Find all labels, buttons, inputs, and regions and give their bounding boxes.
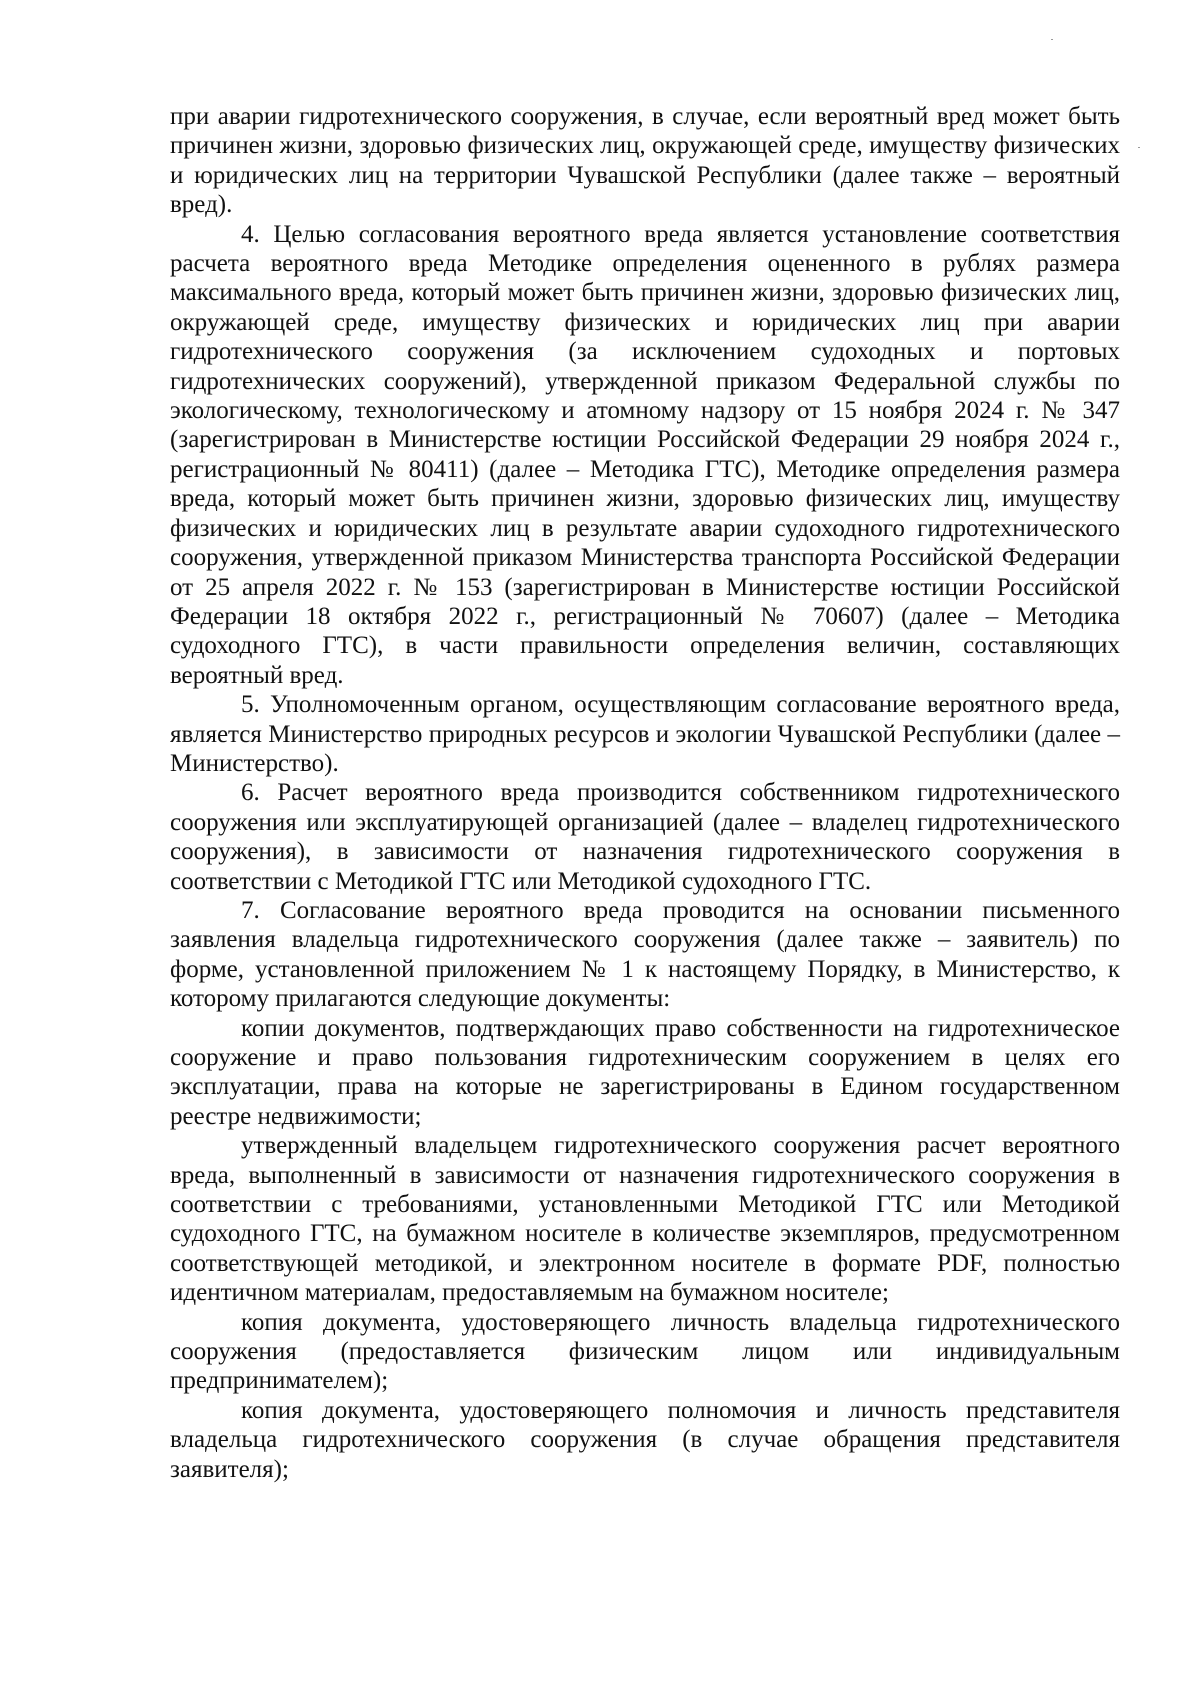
paragraph-item-6: 6. Расчет вероятного вреда производится собственником гидротехнического сооружения или эксплуатирующей организацией (далее – владелец гидротехнического сооружения), в зависимости от назначения гидротехнического сооружения в соответствии с Методикой ГТС или Методикой судоходного ГТС. bbox=[170, 779, 1120, 895]
paragraph-continuation: при аварии гидротехнического сооружения, в случае, если вероятный вред может быть причинен жизни, здоровью физических лиц, окружающей среде, имуществу физических и юридических лиц на территории Чувашской Республики (далее также – вероятный вред). bbox=[170, 103, 1120, 219]
scan-speck bbox=[1051, 39, 1053, 40]
list-item-damage-calculation: утвержденный владельцем гидротехнического сооружения расчет вероятного вреда, выполненный в зависимости от назначения гидротехнического сооружения в соответствии с требованиями, установленными Методикой ГТС или Методикой судоходного ГТС, на бумажном носителе в количестве экземпляров, предусмотренном соответствующей методикой, и электронном носителе в формате PDF, полностью идентичном материалам, предоставляемым на бумажном носителе; bbox=[170, 1132, 1120, 1307]
scan-speck bbox=[1138, 147, 1140, 148]
paragraph-item-7: 7. Согласование вероятного вреда проводится на основании письменного заявления владельца гидротехнического сооружения (далее также – заявитель) по форме, установленной приложением № 1 к настоящему Порядку, в Министерство, к которому прилагаются следующие документы: bbox=[170, 896, 1120, 1013]
list-item-ownership-documents: копии документов, подтверждающих право собственности на гидротехническое сооружение и право пользования гидротехническим сооружением в целях его эксплуатации, права на которые не зарегистрированы в Едином государственном реестре недвижимости; bbox=[170, 1014, 1120, 1130]
paragraph-item-4: 4. Целью согласования вероятного вреда является установление соответствия расчета вероятного вреда Методике определения оцененного в рублях размера максимального вреда, который может быть причинен жизни, здоровью физических лиц, окружающей среде, имуществу физических и юридических лиц при аварии гидротехнического сооружения (за исключением судоходных и портовых гидротехнических сооружений), утвержденной приказом Федеральной службы по экологическому, технологическому и атомному надзору от 15 ноября 2024 г. № 347 (зарегистрирован в Министерстве юстиции Российской Федерации 29 ноября 2024 г., регистрационный № 80411) (далее – Методика ГТС), Методике определения размера вреда, который может быть причинен жизни, здоровью физических лиц, имуществу физических и юридических лиц в результате аварии судоходного гидротехнического сооружения, утвержденной приказом Министерства транспорта Российской Федерации от 25 апреля 2022 г. № 153 (зарегистрирован в Министерстве юстиции Российской Федерации 18 октября 2022 г., регистрационный № 70607) (далее – Методика судоходного ГТС), в части правильности определения величин, составляющих вероятный вред. bbox=[170, 220, 1120, 689]
list-item-identity-document: копия документа, удостоверяющего личность владельца гидротехнического сооружения (предоставляется физическим лицом или индивидуальным предпринимателем); bbox=[170, 1308, 1120, 1395]
document-body bbox=[170, 102, 1120, 1484]
list-item-representative-document: копия документа, удостоверяющего полномочия и личность представителя владельца гидротехнического сооружения (в случае обращения представителя заявителя); bbox=[170, 1396, 1120, 1483]
paragraph-item-5: 5. Уполномоченным органом, осуществляющим согласование вероятного вреда, является Министерство природных ресурсов и экологии Чувашской Республики (далее – Министерство). bbox=[170, 691, 1120, 777]
